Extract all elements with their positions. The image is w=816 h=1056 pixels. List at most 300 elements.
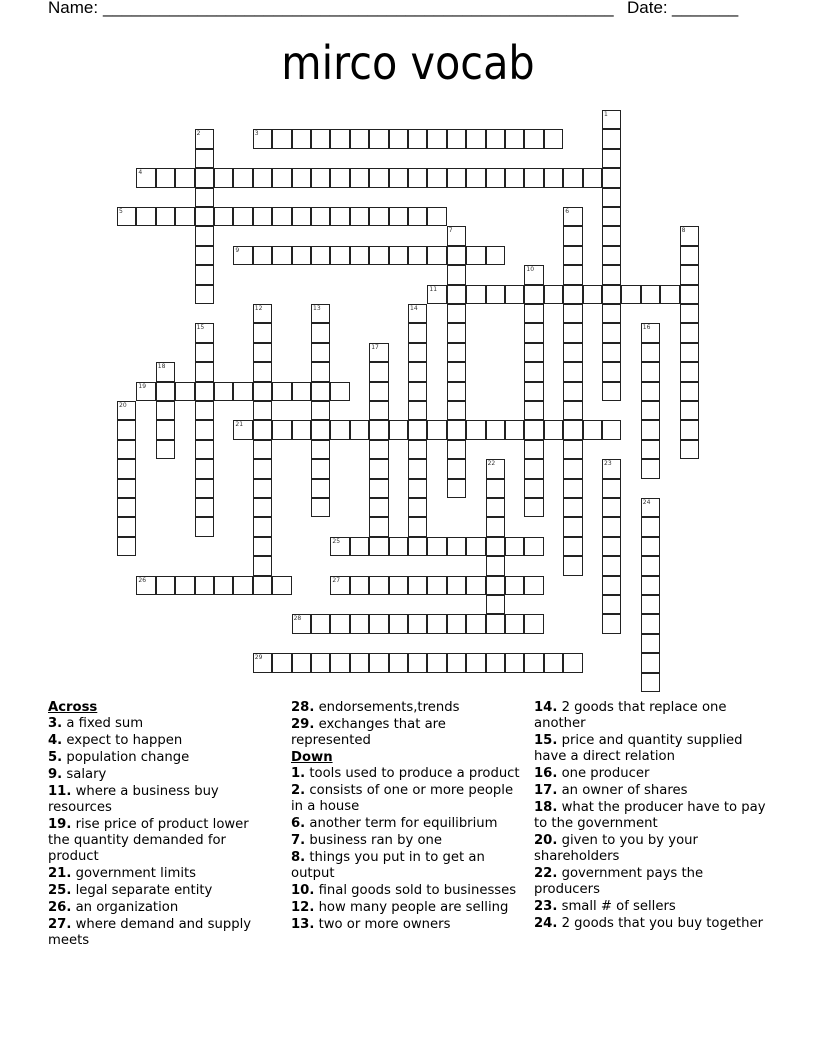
grid-cell[interactable] (447, 265, 466, 284)
grid-cell[interactable] (311, 382, 330, 401)
grid-cell[interactable] (117, 498, 136, 517)
grid-cell[interactable] (156, 362, 175, 381)
grid-cell[interactable] (641, 556, 660, 575)
grid-cell[interactable] (408, 479, 427, 498)
grid-cell[interactable] (466, 614, 485, 633)
grid-cell[interactable] (563, 401, 582, 420)
grid-cell[interactable] (427, 129, 446, 148)
grid-cell[interactable] (563, 498, 582, 517)
grid-cell[interactable] (524, 420, 543, 439)
grid-cell[interactable] (563, 285, 582, 304)
grid-cell[interactable] (544, 168, 563, 187)
grid-cell[interactable] (272, 129, 291, 148)
grid-cell[interactable] (466, 576, 485, 595)
grid-cell[interactable] (195, 246, 214, 265)
grid-cell[interactable] (408, 129, 427, 148)
grid-cell[interactable] (253, 168, 272, 187)
grid-cell[interactable] (311, 420, 330, 439)
grid-cell[interactable] (311, 614, 330, 633)
grid-cell[interactable] (680, 362, 699, 381)
grid-cell[interactable] (602, 168, 621, 187)
grid-cell[interactable] (253, 207, 272, 226)
grid-cell[interactable] (369, 614, 388, 633)
grid-cell[interactable] (602, 110, 621, 129)
grid-cell[interactable] (486, 285, 505, 304)
grid-cell[interactable] (447, 440, 466, 459)
grid-cell[interactable] (447, 382, 466, 401)
grid-cell[interactable] (447, 285, 466, 304)
grid-cell[interactable] (330, 576, 349, 595)
grid-cell[interactable] (641, 614, 660, 633)
grid-cell[interactable] (195, 420, 214, 439)
grid-cell[interactable] (427, 653, 446, 672)
grid-cell[interactable] (408, 382, 427, 401)
grid-cell[interactable] (680, 265, 699, 284)
grid-cell[interactable] (117, 537, 136, 556)
grid-cell[interactable] (563, 246, 582, 265)
grid-cell[interactable] (253, 382, 272, 401)
grid-cell[interactable] (330, 207, 349, 226)
grid-cell[interactable] (292, 207, 311, 226)
grid-cell[interactable] (408, 207, 427, 226)
grid-cell[interactable] (117, 420, 136, 439)
grid-cell[interactable] (408, 614, 427, 633)
grid-cell[interactable] (466, 129, 485, 148)
grid-cell[interactable] (330, 246, 349, 265)
grid-cell[interactable] (117, 479, 136, 498)
grid-cell[interactable] (505, 576, 524, 595)
grid-cell[interactable] (214, 168, 233, 187)
grid-cell[interactable] (311, 168, 330, 187)
grid-cell[interactable] (195, 459, 214, 478)
grid-cell[interactable] (486, 537, 505, 556)
grid-cell[interactable] (233, 420, 252, 439)
grid-cell[interactable] (253, 653, 272, 672)
grid-cell[interactable] (466, 420, 485, 439)
grid-cell[interactable] (408, 653, 427, 672)
grid-cell[interactable] (602, 265, 621, 284)
grid-cell[interactable] (505, 129, 524, 148)
grid-cell[interactable] (680, 304, 699, 323)
grid-cell[interactable] (253, 498, 272, 517)
grid-cell[interactable] (350, 246, 369, 265)
grid-cell[interactable] (602, 556, 621, 575)
grid-cell[interactable] (563, 653, 582, 672)
grid-cell[interactable] (641, 634, 660, 653)
grid-cell[interactable] (408, 576, 427, 595)
grid-cell[interactable] (544, 129, 563, 148)
grid-cell[interactable] (311, 362, 330, 381)
grid-cell[interactable] (389, 168, 408, 187)
grid-cell[interactable] (156, 440, 175, 459)
grid-cell[interactable] (447, 653, 466, 672)
grid-cell[interactable] (524, 576, 543, 595)
grid-cell[interactable] (524, 285, 543, 304)
grid-cell[interactable] (175, 382, 194, 401)
grid-cell[interactable] (447, 420, 466, 439)
grid-cell[interactable] (272, 168, 291, 187)
grid-cell[interactable] (602, 614, 621, 633)
grid-cell[interactable] (408, 401, 427, 420)
grid-cell[interactable] (136, 576, 155, 595)
grid-cell[interactable] (272, 576, 291, 595)
grid-cell[interactable] (505, 285, 524, 304)
grid-cell[interactable] (408, 304, 427, 323)
grid-cell[interactable] (466, 537, 485, 556)
grid-cell[interactable] (136, 168, 155, 187)
grid-cell[interactable] (156, 420, 175, 439)
grid-cell[interactable] (505, 614, 524, 633)
grid-cell[interactable] (583, 285, 602, 304)
grid-cell[interactable] (524, 653, 543, 672)
grid-cell[interactable] (311, 207, 330, 226)
grid-cell[interactable] (427, 614, 446, 633)
grid-cell[interactable] (292, 420, 311, 439)
grid-cell[interactable] (680, 246, 699, 265)
grid-cell[interactable] (466, 285, 485, 304)
grid-cell[interactable] (117, 517, 136, 536)
grid-cell[interactable] (350, 576, 369, 595)
grid-cell[interactable] (486, 614, 505, 633)
grid-cell[interactable] (466, 168, 485, 187)
grid-cell[interactable] (486, 653, 505, 672)
grid-cell[interactable] (602, 479, 621, 498)
grid-cell[interactable] (136, 382, 155, 401)
grid-cell[interactable] (524, 614, 543, 633)
grid-cell[interactable] (195, 362, 214, 381)
grid-cell[interactable] (369, 498, 388, 517)
grid-cell[interactable] (602, 285, 621, 304)
date-field[interactable]: _______ (672, 0, 739, 17)
grid-cell[interactable] (563, 362, 582, 381)
grid-cell[interactable] (369, 382, 388, 401)
grid-cell[interactable] (311, 129, 330, 148)
grid-cell[interactable] (350, 653, 369, 672)
grid-cell[interactable] (486, 517, 505, 536)
grid-cell[interactable] (447, 168, 466, 187)
grid-cell[interactable] (602, 188, 621, 207)
grid-cell[interactable] (486, 129, 505, 148)
grid-cell[interactable] (563, 265, 582, 284)
grid-cell[interactable] (641, 653, 660, 672)
grid-cell[interactable] (389, 420, 408, 439)
grid-cell[interactable] (505, 420, 524, 439)
grid-cell[interactable] (117, 207, 136, 226)
grid-cell[interactable] (253, 246, 272, 265)
grid-cell[interactable] (253, 129, 272, 148)
grid-cell[interactable] (253, 362, 272, 381)
grid-cell[interactable] (641, 343, 660, 362)
grid-cell[interactable] (641, 517, 660, 536)
grid-cell[interactable] (311, 304, 330, 323)
grid-cell[interactable] (602, 576, 621, 595)
grid-cell[interactable] (680, 323, 699, 342)
grid-cell[interactable] (233, 246, 252, 265)
grid-cell[interactable] (563, 323, 582, 342)
grid-cell[interactable] (389, 207, 408, 226)
grid-cell[interactable] (486, 459, 505, 478)
grid-cell[interactable] (486, 479, 505, 498)
grid-cell[interactable] (486, 576, 505, 595)
grid-cell[interactable] (563, 440, 582, 459)
grid-cell[interactable] (195, 265, 214, 284)
grid-cell[interactable] (602, 149, 621, 168)
grid-cell[interactable] (563, 304, 582, 323)
grid-cell[interactable] (330, 382, 349, 401)
grid-cell[interactable] (292, 382, 311, 401)
grid-cell[interactable] (427, 168, 446, 187)
grid-cell[interactable] (195, 149, 214, 168)
grid-cell[interactable] (117, 401, 136, 420)
grid-cell[interactable] (408, 343, 427, 362)
grid-cell[interactable] (524, 498, 543, 517)
grid-cell[interactable] (408, 420, 427, 439)
grid-cell[interactable] (641, 420, 660, 439)
grid-cell[interactable] (195, 382, 214, 401)
grid-cell[interactable] (563, 537, 582, 556)
grid-cell[interactable] (195, 517, 214, 536)
grid-cell[interactable] (253, 343, 272, 362)
grid-cell[interactable] (369, 168, 388, 187)
grid-cell[interactable] (602, 537, 621, 556)
grid-cell[interactable] (408, 362, 427, 381)
grid-cell[interactable] (486, 595, 505, 614)
name-field[interactable]: ______________________________________________________ (103, 0, 614, 17)
grid-cell[interactable] (563, 420, 582, 439)
grid-cell[interactable] (350, 129, 369, 148)
grid-cell[interactable] (330, 129, 349, 148)
grid-cell[interactable] (486, 556, 505, 575)
grid-cell[interactable] (175, 168, 194, 187)
grid-cell[interactable] (466, 246, 485, 265)
grid-cell[interactable] (602, 362, 621, 381)
grid-cell[interactable] (641, 362, 660, 381)
grid-cell[interactable] (389, 129, 408, 148)
grid-cell[interactable] (292, 246, 311, 265)
grid-cell[interactable] (214, 576, 233, 595)
grid-cell[interactable] (427, 246, 446, 265)
grid-cell[interactable] (233, 168, 252, 187)
grid-cell[interactable] (524, 362, 543, 381)
grid-cell[interactable] (369, 246, 388, 265)
grid-cell[interactable] (311, 459, 330, 478)
grid-cell[interactable] (563, 382, 582, 401)
grid-cell[interactable] (389, 246, 408, 265)
grid-cell[interactable] (524, 440, 543, 459)
grid-cell[interactable] (253, 517, 272, 536)
grid-cell[interactable] (486, 420, 505, 439)
grid-cell[interactable] (447, 362, 466, 381)
grid-cell[interactable] (408, 246, 427, 265)
grid-cell[interactable] (447, 537, 466, 556)
grid-cell[interactable] (292, 168, 311, 187)
grid-cell[interactable] (292, 129, 311, 148)
grid-cell[interactable] (156, 168, 175, 187)
grid-cell[interactable] (156, 207, 175, 226)
grid-cell[interactable] (680, 401, 699, 420)
grid-cell[interactable] (195, 129, 214, 148)
grid-cell[interactable] (524, 459, 543, 478)
grid-cell[interactable] (311, 401, 330, 420)
grid-cell[interactable] (408, 440, 427, 459)
grid-cell[interactable] (563, 226, 582, 245)
grid-cell[interactable] (641, 323, 660, 342)
grid-cell[interactable] (195, 168, 214, 187)
grid-cell[interactable] (524, 343, 543, 362)
grid-cell[interactable] (408, 323, 427, 342)
grid-cell[interactable] (680, 382, 699, 401)
grid-cell[interactable] (641, 498, 660, 517)
grid-cell[interactable] (447, 614, 466, 633)
grid-cell[interactable] (524, 304, 543, 323)
grid-cell[interactable] (641, 459, 660, 478)
grid-cell[interactable] (524, 401, 543, 420)
grid-cell[interactable] (447, 479, 466, 498)
grid-cell[interactable] (602, 382, 621, 401)
grid-cell[interactable] (350, 168, 369, 187)
grid-cell[interactable] (583, 420, 602, 439)
grid-cell[interactable] (524, 479, 543, 498)
grid-cell[interactable] (117, 459, 136, 478)
grid-cell[interactable] (621, 285, 640, 304)
grid-cell[interactable] (369, 401, 388, 420)
grid-cell[interactable] (389, 653, 408, 672)
grid-cell[interactable] (466, 653, 485, 672)
grid-cell[interactable] (602, 207, 621, 226)
grid-cell[interactable] (253, 537, 272, 556)
grid-cell[interactable] (680, 285, 699, 304)
grid-cell[interactable] (602, 595, 621, 614)
grid-cell[interactable] (563, 207, 582, 226)
grid-cell[interactable] (408, 498, 427, 517)
grid-cell[interactable] (486, 498, 505, 517)
grid-cell[interactable] (311, 653, 330, 672)
grid-cell[interactable] (253, 556, 272, 575)
grid-cell[interactable] (253, 304, 272, 323)
grid-cell[interactable] (602, 343, 621, 362)
grid-cell[interactable] (505, 537, 524, 556)
grid-cell[interactable] (330, 653, 349, 672)
grid-cell[interactable] (369, 207, 388, 226)
grid-cell[interactable] (447, 246, 466, 265)
grid-cell[interactable] (350, 207, 369, 226)
grid-cell[interactable] (408, 537, 427, 556)
grid-cell[interactable] (447, 226, 466, 245)
grid-cell[interactable] (660, 285, 679, 304)
grid-cell[interactable] (311, 440, 330, 459)
grid-cell[interactable] (641, 595, 660, 614)
grid-cell[interactable] (369, 440, 388, 459)
grid-cell[interactable] (369, 537, 388, 556)
grid-cell[interactable] (524, 323, 543, 342)
grid-cell[interactable] (272, 207, 291, 226)
grid-cell[interactable] (505, 168, 524, 187)
grid-cell[interactable] (563, 168, 582, 187)
grid-cell[interactable] (447, 576, 466, 595)
grid-cell[interactable] (311, 498, 330, 517)
grid-cell[interactable] (563, 517, 582, 536)
grid-cell[interactable] (369, 479, 388, 498)
grid-cell[interactable] (486, 246, 505, 265)
grid-cell[interactable] (641, 673, 660, 692)
grid-cell[interactable] (602, 304, 621, 323)
grid-cell[interactable] (369, 129, 388, 148)
grid-cell[interactable] (253, 479, 272, 498)
grid-cell[interactable] (330, 420, 349, 439)
grid-cell[interactable] (524, 129, 543, 148)
grid-cell[interactable] (156, 401, 175, 420)
grid-cell[interactable] (641, 537, 660, 556)
grid-cell[interactable] (330, 614, 349, 633)
grid-cell[interactable] (583, 168, 602, 187)
grid-cell[interactable] (156, 576, 175, 595)
grid-cell[interactable] (369, 362, 388, 381)
grid-cell[interactable] (195, 207, 214, 226)
grid-cell[interactable] (524, 537, 543, 556)
grid-cell[interactable] (233, 382, 252, 401)
grid-cell[interactable] (195, 188, 214, 207)
grid-cell[interactable] (272, 420, 291, 439)
grid-cell[interactable] (447, 304, 466, 323)
grid-cell[interactable] (563, 459, 582, 478)
grid-cell[interactable] (680, 226, 699, 245)
grid-cell[interactable] (292, 653, 311, 672)
grid-cell[interactable] (369, 517, 388, 536)
grid-cell[interactable] (602, 323, 621, 342)
grid-cell[interactable] (195, 343, 214, 362)
grid-cell[interactable] (311, 479, 330, 498)
grid-cell[interactable] (427, 537, 446, 556)
grid-cell[interactable] (524, 382, 543, 401)
grid-cell[interactable] (214, 207, 233, 226)
grid-cell[interactable] (195, 576, 214, 595)
grid-cell[interactable] (350, 614, 369, 633)
grid-cell[interactable] (602, 459, 621, 478)
grid-cell[interactable] (641, 382, 660, 401)
grid-cell[interactable] (117, 440, 136, 459)
grid-cell[interactable] (641, 401, 660, 420)
grid-cell[interactable] (253, 440, 272, 459)
grid-cell[interactable] (641, 440, 660, 459)
grid-cell[interactable] (427, 285, 446, 304)
grid-cell[interactable] (175, 576, 194, 595)
grid-cell[interactable] (233, 207, 252, 226)
grid-cell[interactable] (680, 420, 699, 439)
grid-cell[interactable] (602, 517, 621, 536)
grid-cell[interactable] (680, 343, 699, 362)
grid-cell[interactable] (524, 265, 543, 284)
grid-cell[interactable] (195, 323, 214, 342)
grid-cell[interactable] (544, 285, 563, 304)
grid-cell[interactable] (389, 614, 408, 633)
grid-cell[interactable] (311, 323, 330, 342)
grid-cell[interactable] (563, 343, 582, 362)
grid-cell[interactable] (602, 246, 621, 265)
grid-cell[interactable] (272, 246, 291, 265)
grid-cell[interactable] (156, 382, 175, 401)
grid-cell[interactable] (253, 459, 272, 478)
grid-cell[interactable] (253, 576, 272, 595)
grid-cell[interactable] (408, 517, 427, 536)
grid-cell[interactable] (311, 246, 330, 265)
grid-cell[interactable] (602, 420, 621, 439)
grid-cell[interactable] (214, 382, 233, 401)
grid-cell[interactable] (427, 207, 446, 226)
grid-cell[interactable] (136, 207, 155, 226)
grid-cell[interactable] (544, 420, 563, 439)
grid-cell[interactable] (408, 168, 427, 187)
grid-cell[interactable] (427, 420, 446, 439)
